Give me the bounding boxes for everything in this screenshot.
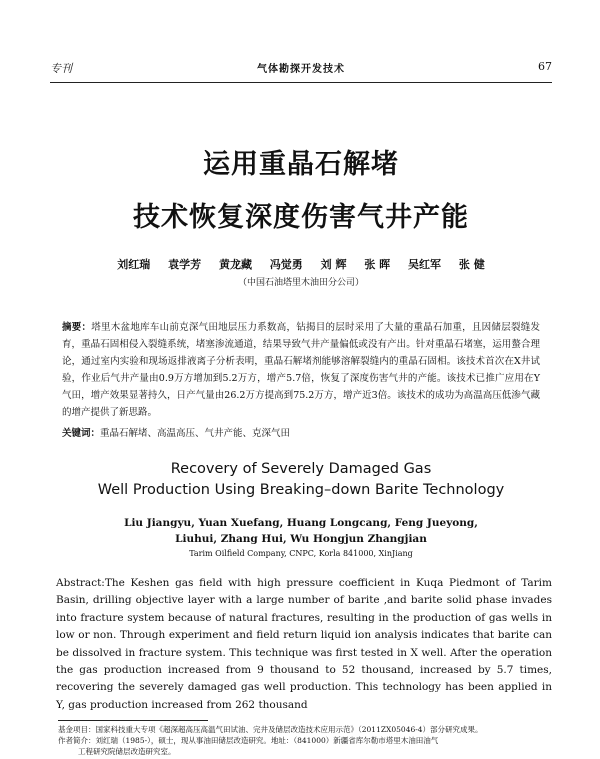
abstract-en: Abstract:The Keshen gas field with high pressure coefficient in Kuqa Piedmont of Tarim Basin, drilling objective layer with a large number of barite ,and barite solid phase invades into fracture system because of natural fractures, resulting in the production of gas wells in low or non. Through experiment and field return liquid ion analysis indicates that barite can be dissolved in fracture system. This technique was first tested in X well. After the operation the gas production increased from 9 thousand to 52 thousand, increased by 5.7 times, recovering the severely damaged gas well production. This technology has been applied in Y, gas production increased from 262 thousand [56,577,552,711]
author-zh: 吴红军 [408,258,442,271]
header-journal-name: 气体勘探开发技术 [257,64,345,75]
running-header [50,60,552,80]
title-zh-line-1: 运用重晶石解堵 [203,149,399,180]
abstract-zh-label: 摘要： [62,322,92,333]
author-zh: 黄龙藏 [218,258,252,271]
abstract-zh [62,319,540,421]
footnote-author-bio: 作者简介：刘红瑞（1985-），硕士，现从事油田储层改造研究。地址：（841000）新疆省库尔勒市塔里木油田油气 [58,736,439,745]
footnote-rule [58,720,208,721]
authors-en-line-1: Liu Jiangyu, Yuan Xuefang, Huang Longcang, Feng Jueyong, [124,517,478,529]
author-zh: 张 晖 [364,258,391,271]
keywords-zh-text: 重晶石解堵、高温高压、气井产能、克深气田 [100,428,291,439]
authors-en-line-2: Liuhui, Zhang Hui, Wu Hongjun Zhangjian [175,533,427,545]
title-en-line-1: Recovery of Severely Damaged Gas [170,461,432,477]
header-page-number: 67 [538,60,552,73]
abstract-zh-text: 塔里木盆地库车山前克深气田地层压力系数高，钻揭目的层时采用了大量的重晶石加重，且因储层裂缝发育，重晶石固相侵入裂缝系统，堵塞渗流通道，结果导致气井产量偏低或没有产出。针对重晶石堵塞，运用螯合理论，通过室内实验和现场返排液离子分析表明，重晶石解堵剂能够溶解裂缝内的重晶石固相。该技术首次在X井试验，作业后气井产量由0.9万方增加到5.2万方，增产5.7倍，恢复了深度伤害气井的产能。该技术已推广应用在Y气田，增产效果显著持久，日产气量由26.2万方提高到75.2万方，增产近3倍。该技术的成功为高温高压低渗气藏的增产提供了新思路。 [62,322,540,418]
author-zh: 刘红瑞 [117,258,151,271]
footnote-funding: 基金项目：国家科技重大专项《超深超高压高温气田试油、完井及储层改造技术应用示范》（2011ZX05046-4）部分研究成果。 [58,725,483,734]
affiliation-en: Tarim Oilfield Company, CNPC, Korla 841000, XinJiang [189,549,413,558]
authors-zh [50,256,552,272]
author-zh: 袁学芳 [168,258,202,271]
footnote-author-bio-cont: 工程研究院储层改造研究室。 [78,747,176,756]
author-zh: 冯觉勇 [269,258,303,271]
affiliation-zh: （中国石油塔里木油田分公司） [237,278,364,288]
keywords-zh [62,425,540,439]
header-section-label: 专刊 [50,62,72,75]
author-zh: 张 健 [458,258,485,271]
title-en-line-2: Well Production Using Breaking–down Barite Technology [97,482,505,498]
title-zh-line-2: 技术恢复深度伤害气井产能 [133,202,469,233]
author-zh: 刘 辉 [320,258,347,271]
keywords-zh-label: 关键词： [62,428,101,439]
header-rule [50,82,552,83]
